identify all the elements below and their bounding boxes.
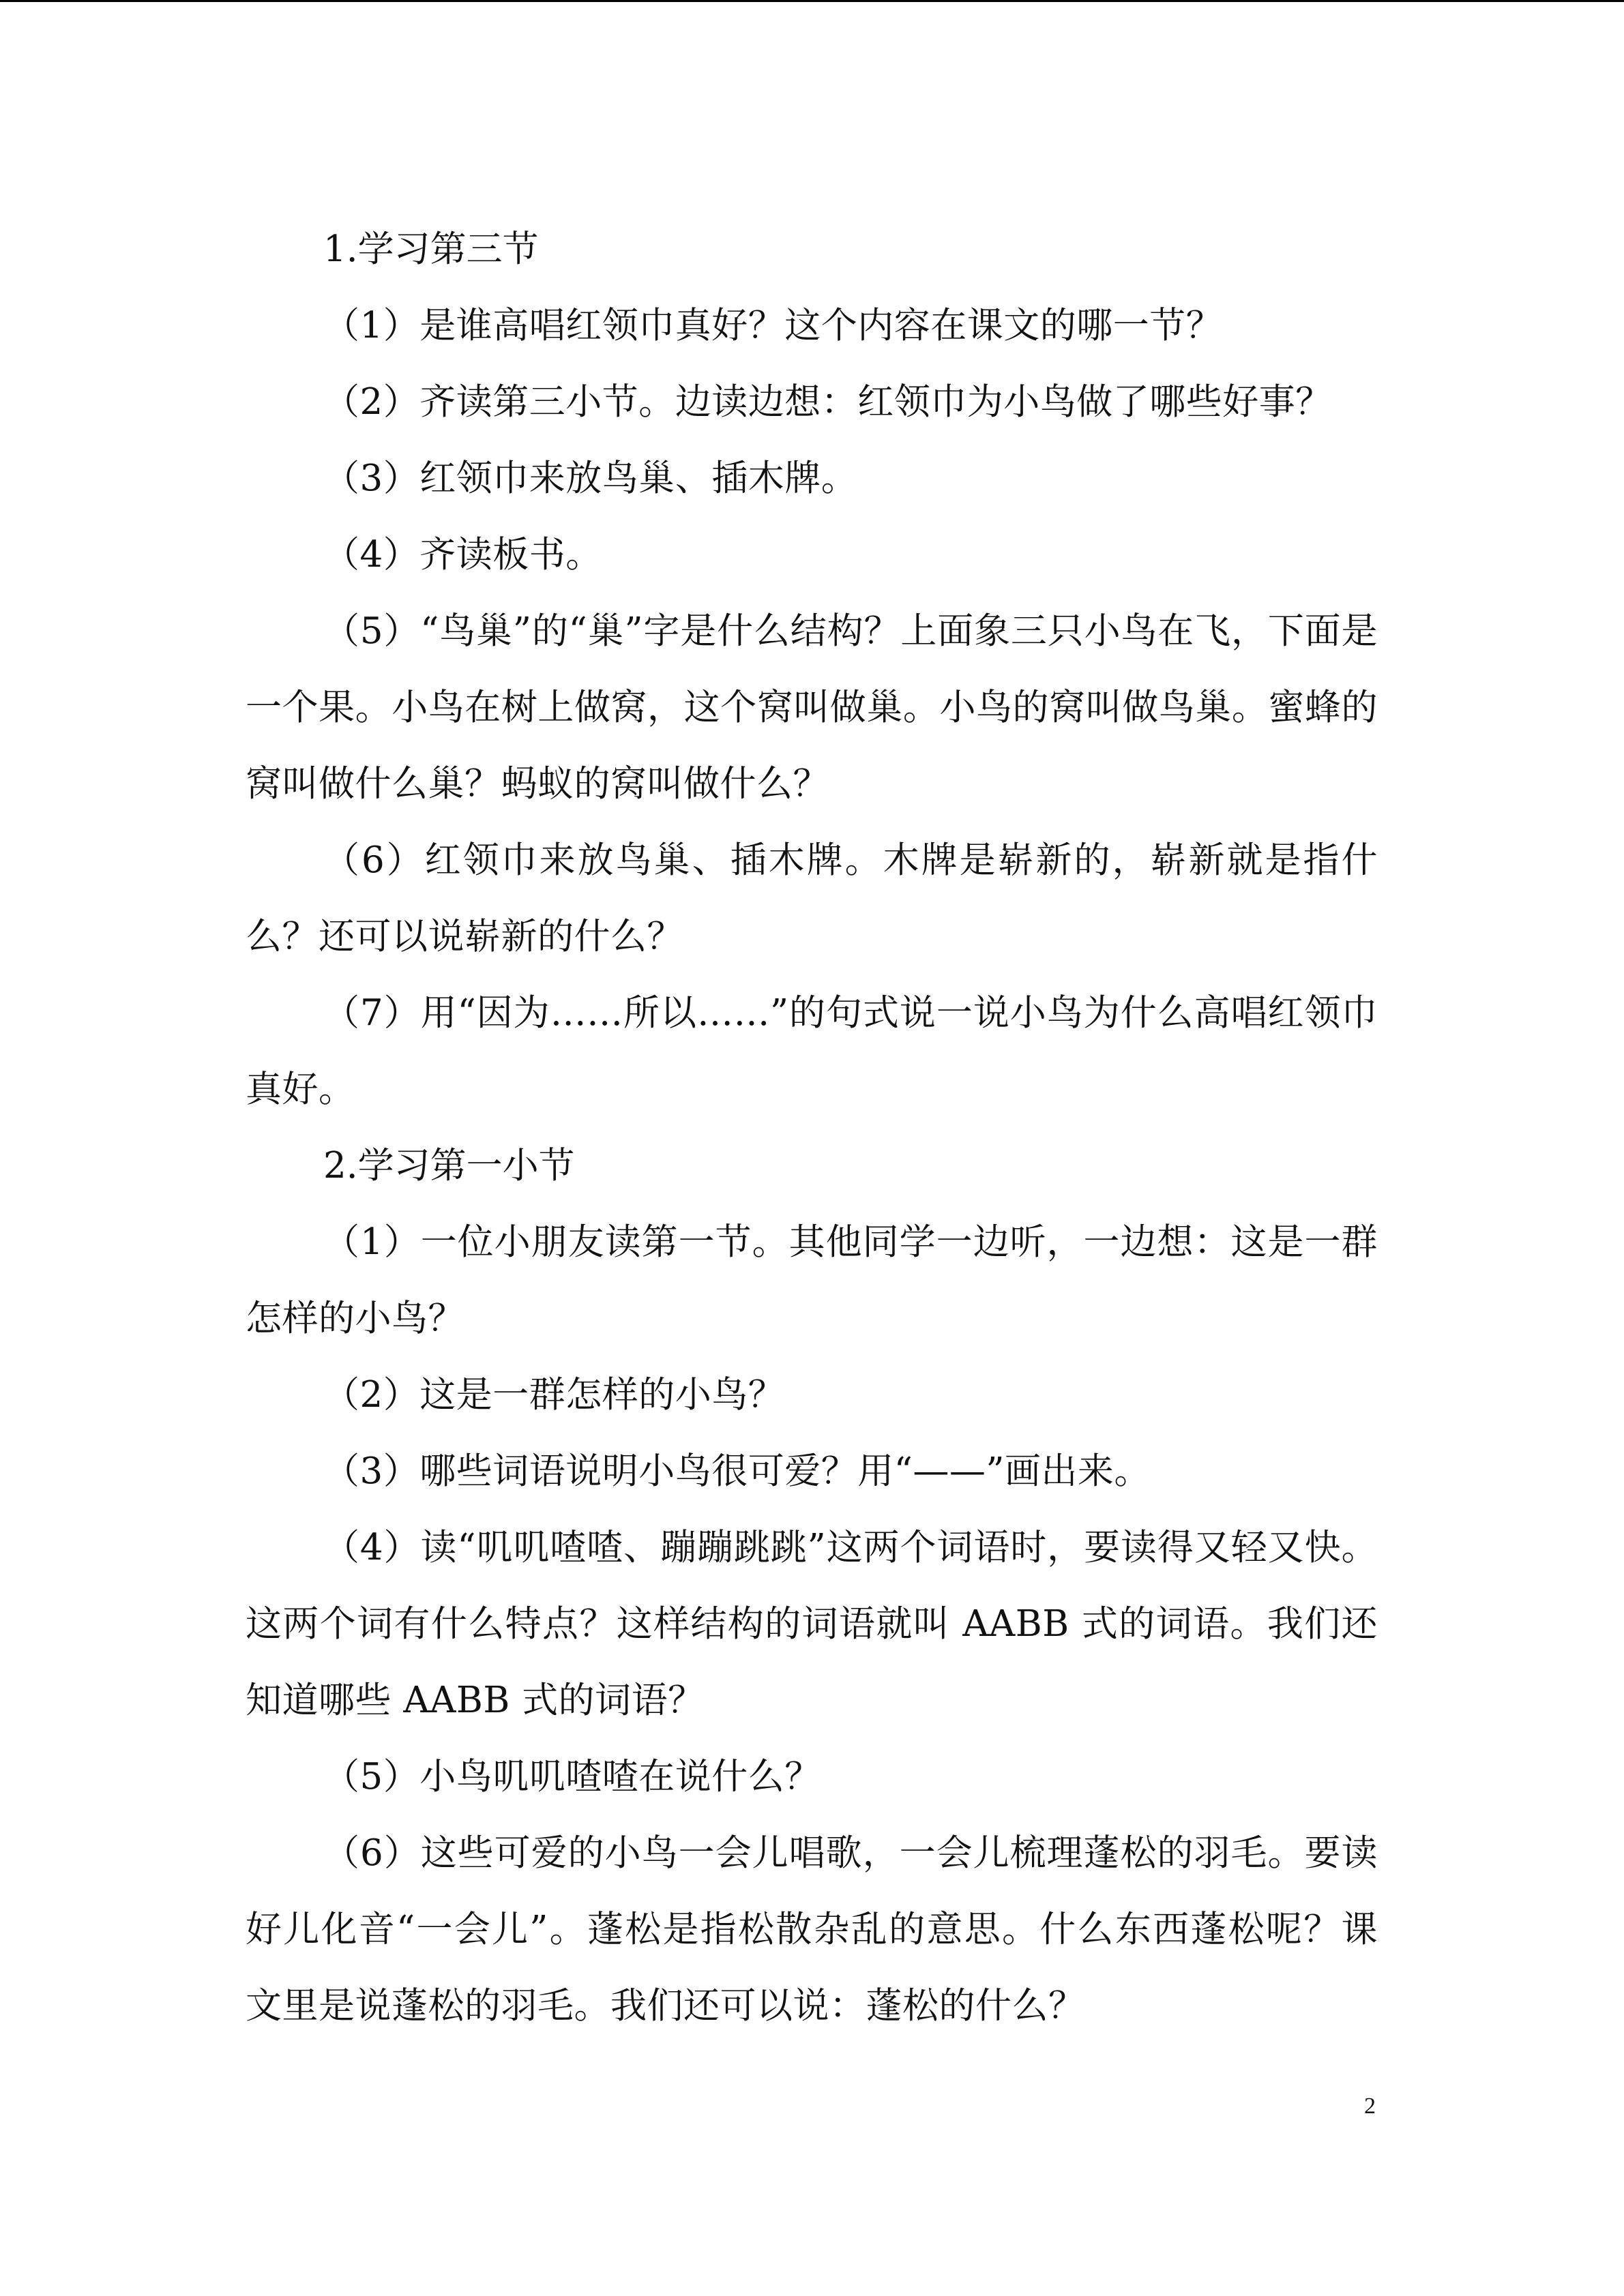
paragraph: （6）这些可爱的小鸟一会儿唱歌，一会儿梳理蓬松的羽毛。要读好儿化音“一会儿”。蓬松是指松散杂乱的意思。什么东西蓬松呢？课文里是说蓬松的羽毛。我们还可以说：蓬松的什么？ [246, 1832, 1378, 2027]
paragraph: （5）小鸟叽叽喳喳在说什么？ [323, 1756, 821, 1798]
section-heading-1: 1.学习第三节 [323, 228, 539, 270]
paragraph: （3）红领巾来放鸟巢、插木牌。 [323, 458, 858, 499]
top-border-line [0, 0, 1624, 2]
document-body [246, 211, 1378, 2044]
page-number: 2 [1364, 2093, 1376, 2119]
section-heading-2: 2.学习第一小节 [323, 1145, 575, 1187]
paragraph: （2）齐读第三小节。边读边想：红领巾为小鸟做了哪些好事？ [323, 381, 1332, 423]
paragraph: （6）红领巾来放鸟巢、插木牌。木牌是崭新的，崭新就是指什么？还可以说崭新的什么？ [246, 839, 1378, 957]
paragraph: （1）是谁高唱红领巾真好？这个内容在课文的哪一节？ [323, 305, 1223, 346]
paragraph: （7）用“因为……所以……”的句式说一说小鸟为什么高唱红领巾真好。 [246, 992, 1378, 1110]
paragraph: （4）读“叽叽喳喳、蹦蹦跳跳”这两个词语时，要读得又轻又快。这两个词有什么特点？这样结构的词语就叫 AABB 式的词语。我们还知道哪些 AABB 式的词语？ [246, 1527, 1378, 1721]
paragraph: （1）一位小朋友读第一节。其他同学一边听，一边想：这是一群怎样的小鸟？ [246, 1221, 1378, 1339]
paragraph: （2）这是一群怎样的小鸟？ [323, 1374, 785, 1416]
paragraph: （5）“鸟巢”的“巢”字是什么结构？上面象三只小鸟在飞，下面是一个果。小鸟在树上做窝，这个窝叫做巢。小鸟的窝叫做鸟巢。蜜蜂的窝叫做什么巢？蚂蚁的窝叫做什么？ [246, 610, 1378, 805]
paragraph: （3）哪些词语说明小鸟很可爱？用“——”画出来。 [323, 1450, 1151, 1492]
paragraph: （4）齐读板书。 [323, 534, 602, 576]
